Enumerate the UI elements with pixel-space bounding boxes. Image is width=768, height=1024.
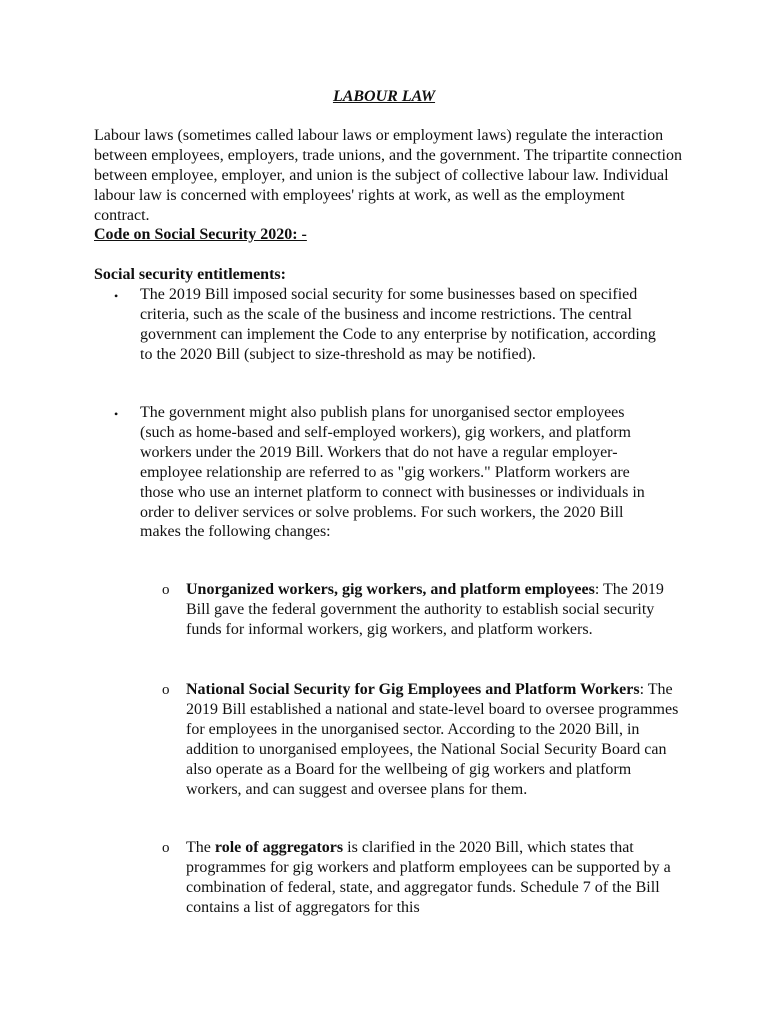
circle-bullet-icon: o <box>162 840 170 856</box>
sub-item-bold: role of aggregators <box>214 839 344 856</box>
sub-item-bold: Unorganized workers, gig workers, and platform employees <box>186 581 595 598</box>
document-title: LABOUR LAW <box>332 88 436 105</box>
sub-item-paragraph <box>186 580 686 640</box>
bullet-icon: • <box>114 289 119 303</box>
sub-heading: Social security entitlements: <box>94 266 286 283</box>
intro-paragraph: Labour laws (sometimes called labour laws or employment laws) regulate the interaction between employees, employers, trade unions, and the government. The tripartite connection between employee, employer, and union is the subject of collective labour law. Individual labour law is concerned with employees' rights at work, as well as the employment contract. <box>94 127 682 224</box>
sub-item-text: is clarified in the 2020 Bill, which states that programmes for gig workers and platform employees can be supported by a combination of federal, state, and aggregator funds. Schedule 7 of the Bill contains a list of aggregators for this <box>186 839 671 916</box>
circle-bullet-icon: o <box>162 582 170 598</box>
bullet-icon: • <box>114 407 119 421</box>
sub-item-paragraph <box>186 838 686 918</box>
section-heading: Code on Social Security 2020: - <box>94 226 307 243</box>
circle-bullet-icon: o <box>162 682 170 698</box>
sub-item-text: : The 2019 Bill established a national and state-level board to oversee programmes for employees in the unorganised sector. According to the 2020 Bill, in addition to unorganised employees, the National Social Security Board can also operate as a Board for the wellbeing of gig workers and platform workers, and can suggest and oversee plans for them. <box>186 681 679 798</box>
sub-item-text: : The 2019 Bill gave the federal government the authority to establish social security funds for informal workers, gig workers, and platform workers. <box>186 581 664 638</box>
bullet-paragraph: The 2019 Bill imposed social security for some businesses based on specified criteria, such as the scale of the business and income restrictions. The central government can implement the Code to any enterprise by notification, according to the 2020 Bill (subject to size-threshold as may be notified). <box>140 286 656 363</box>
sub-item-bold: National Social Security for Gig Employees and Platform Workers <box>186 681 640 698</box>
sub-item-prefix: The <box>186 839 215 856</box>
bullet-paragraph: The government might also publish plans for unorganised sector employees (such as home-based and self-employed workers), gig workers, and platform workers under the 2019 Bill. Workers that do not have a regular employer-employee relationship are referred to as "gig workers." Platform workers are those who use an internet platform to connect with businesses or individuals in order to deliver services or solve problems. For such workers, the 2020 Bill makes the following changes: <box>140 404 645 541</box>
sub-item-paragraph <box>186 680 686 799</box>
